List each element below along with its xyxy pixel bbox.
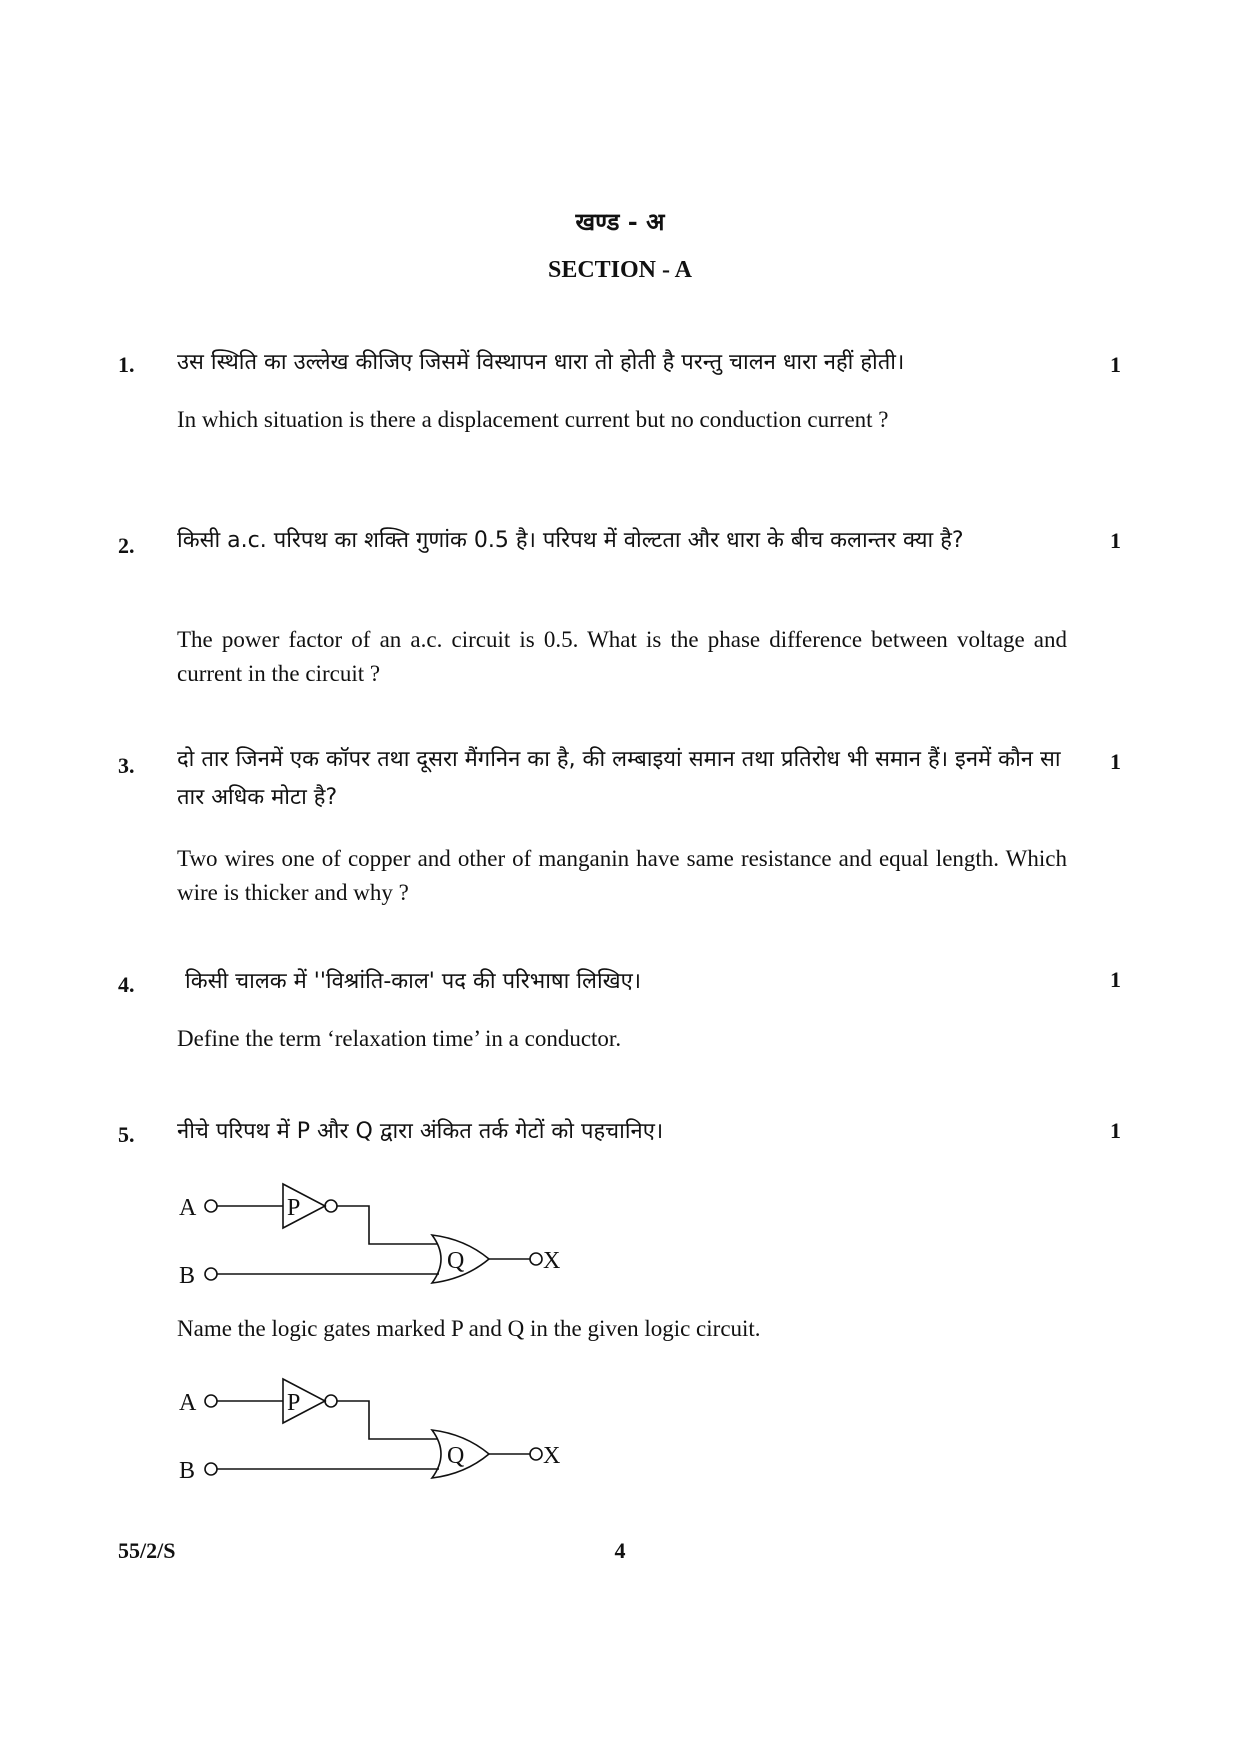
input-a-terminal [205,1395,217,1407]
input-a-terminal [205,1200,217,1212]
output-x-terminal [530,1448,542,1460]
question-text-english: Define the term ‘relaxation time’ in a conductor. [177,1026,622,1051]
question-text-english: The power factor of an a.c. circuit is 0.5. What is the phase difference between voltage and current in the circuit ? [177,627,1067,686]
gate-p-bubble [325,1200,337,1212]
question-marks: 1 [1110,528,1121,553]
question-text-hindi: उस स्थिति का उल्लेख कीजिए जिसमें विस्थापन धारा तो होती है परन्तु चालन धारा नहीं होती। [177,350,905,375]
input-b-label: B [179,1458,196,1484]
section-title-hindi: खण्ड - अ [575,207,665,236]
logic-circuit-diagram [175,1370,575,1490]
question-number: 4. [118,972,135,997]
input-b-label: B [179,1263,196,1289]
question-number: 1. [118,352,135,377]
question-marks: 1 [1110,967,1121,992]
logic-circuit-diagram [175,1175,575,1295]
question-text-english: Name the logic gates marked P and Q in the given logic circuit. [177,1316,761,1341]
question-text-hindi: नीचे परिपथ में P और Q द्वारा अंकित तर्क गेटों को पहचानिए। [177,1119,664,1144]
output-x-label: X [543,1248,561,1274]
question-number: 5. [118,1122,135,1147]
question-marks: 1 [1110,749,1121,774]
input-a-label: A [179,1390,197,1416]
question-text-hindi: किसी a.c. परिपथ का शक्ति गुणांक 0.5 है। परिपथ में वोल्टता और धारा के बीच कलान्तर क्या है? [177,528,964,553]
question-text-english: Two wires one of copper and other of manganin have same resistance and equal length. Which wire is thicker and why ? [177,846,1067,905]
question-marks: 1 [1110,352,1121,377]
question-number: 2. [118,533,135,558]
gate-q-label: Q [447,1443,465,1469]
output-x-label: X [543,1443,561,1469]
gate-p-bubble [325,1395,337,1407]
page-number: 4 [614,1538,626,1563]
output-x-terminal [530,1253,542,1265]
question-text-english: In which situation is there a displacement current but no conduction current ? [177,407,889,432]
input-b-terminal [205,1268,217,1280]
paper-code: 55/2/S [118,1538,176,1563]
question-marks: 1 [1110,1118,1121,1143]
input-a-label: A [179,1195,197,1221]
gate-p-label: P [287,1390,301,1416]
question-number: 3. [118,753,135,778]
question-text-hindi: किसी चालक में ''विश्रांति-काल' पद की परिभाषा लिखिए। [185,969,642,994]
gate-q-label: Q [447,1248,465,1274]
input-b-terminal [205,1463,217,1475]
gate-p-label: P [287,1195,301,1221]
question-text-hindi: दो तार जिनमें एक कॉपर तथा दूसरा मैंगनिन का है, की लम्बाइयां समान तथा प्रतिरोध भी समान हैं। इनमें कौन सा तार अधिक मोटा है? [177,747,1061,810]
section-title-english: SECTION - A [547,257,693,283]
